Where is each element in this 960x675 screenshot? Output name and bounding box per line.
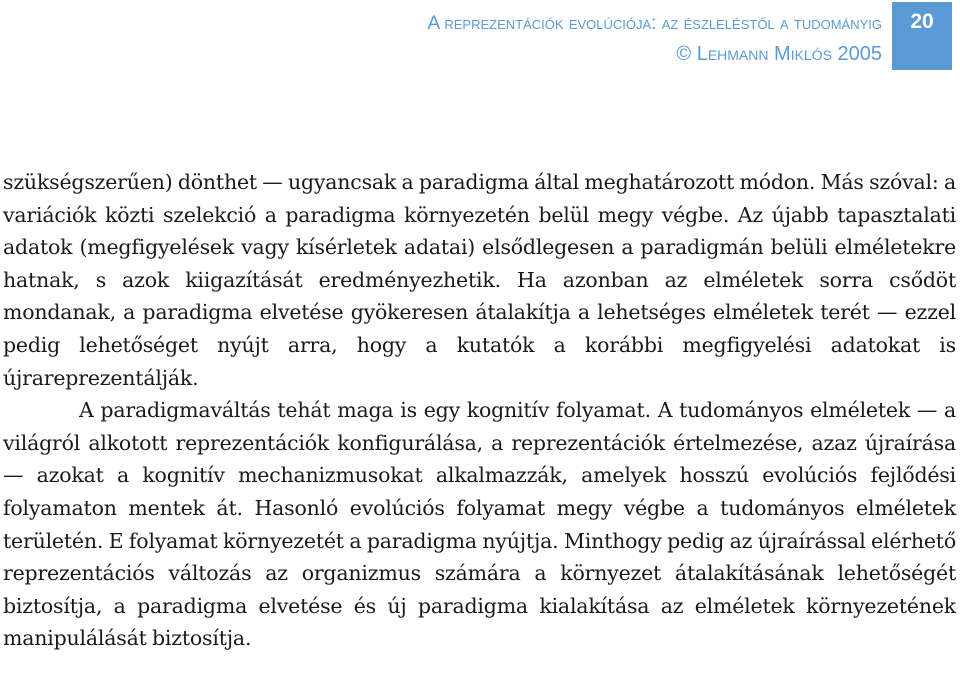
- paragraph-2-text: A paradigmaváltás tehát maga is egy kognitív folyamat. A tudományos elméletek — a világról alkotott reprezentációk konfigurálása, a reprezentációk értelmezése, azaz újraírása — azokat a kognitív mechanizmusokat alkalmazzák, amelyek hosszú evolúciós fejlődési folyamaton mentek át. Hasonló evolúciós folyamat megy végbe a tudományos elméletek területén. E folyamat környezetét a paradigma nyújtja. Minthogy pedig az újraírással elérhető reprezentációs változás az organizmus számára a környezet átalakításának lehetőségét biztosítja, a paradigma elvetése és új paradigma kialakítása az elméletek környezetének manipulálását biztosítja.: [3, 398, 956, 651]
- header-text: [427, 8, 882, 70]
- author-copyright: © Lehmann Miklós 2005: [676, 43, 882, 65]
- paragraph-2: [3, 394, 956, 655]
- body-text: [3, 166, 956, 655]
- document-title: A reprezentációk evolúciója: az észleléstől a tudományig: [427, 13, 882, 34]
- paragraph-1: szükségszerűen) dönthet — ugyancsak a paradigma által meghatározott módon. Más szóval: a variációk közti szelekció a paradigma környezetén belül megy végbe. Az újabb tapasztalati adatok (megfigyelések vagy kísérletek adatai) elsődlegesen a paradigmán belüli elméletekre hatnak, s azok kiigazítását eredményezhetik. Ha azonban az elméletek sorra csődöt mondanak, a paradigma elvetése gyökeresen átalakítja a lehetséges elméletek terét — ezzel pedig lehetőséget nyújt arra, hogy a kutatók a korábbi megfigyelési adatokat is újrareprezentálják.: [3, 170, 956, 390]
- page-header: [0, 0, 960, 74]
- page-number: 20: [892, 2, 952, 70]
